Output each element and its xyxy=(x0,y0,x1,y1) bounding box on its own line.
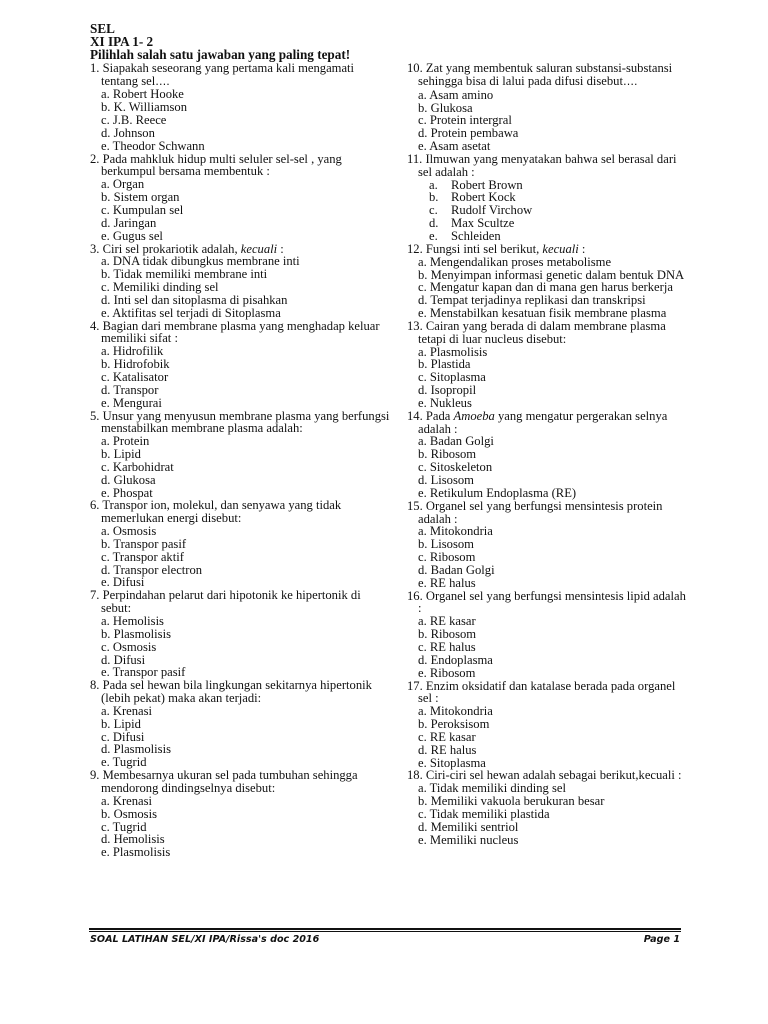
question-16: 16. Organel sel yang berfungsi mensintesis lipid adalah : a. RE kasar b. Ribosom c. RE halus d. Endoplasma e. Ribosom xyxy=(407,590,692,680)
question-4: 4. Bagian dari membrane plasma yang menghadap keluar memiliki sifat : a. Hidrofilik b. Hidrofobik c. Katalisator d. Transpor e. Mengurai xyxy=(90,320,390,410)
page-footer xyxy=(90,934,680,947)
option: a. Protein xyxy=(101,434,150,449)
option: c. Kumpulan sel xyxy=(101,203,184,217)
question-14: 14. Pada Amoeba yang mengatur pergerakan selnya adalah : a. Badan Golgi b. Ribosom c. Sitoskeleton d. Lisosom e. Retikulum Endoplasma (RE) xyxy=(407,410,692,500)
option: d. RE halus xyxy=(418,742,477,757)
option: c. Memiliki dinding sel xyxy=(101,280,219,295)
question-text: Pada sel hewan bila lingkungan sekitarnya hipertonik (lebih pekat) maka akan terjadi: xyxy=(101,678,372,706)
option: a. Osmosis xyxy=(101,524,157,539)
option-text: Max Scultze xyxy=(451,216,515,231)
option xyxy=(407,191,692,204)
option: a. RE kasar xyxy=(418,614,476,629)
option: b. Plastida xyxy=(418,357,471,372)
question-18: 18. Ciri-ciri sel hewan adalah sebagai berikut,kecuali : a. Tidak memiliki dinding sel b. Memiliki vakuola berukuran besar c. Tidak memiliki plastida d. Memiliki sentriol e. Memiliki nucleus xyxy=(407,769,692,846)
option: a. Mitokondria xyxy=(418,704,493,719)
option: b. Sistem organ xyxy=(101,190,180,205)
option-key: e. xyxy=(429,228,438,243)
option: c. Karbohidrat xyxy=(101,459,174,474)
option-key: d. xyxy=(429,216,439,231)
option: d. Transpor electron xyxy=(101,562,203,577)
option: d. Inti sel dan sitoplasma di pisahkan xyxy=(101,292,288,307)
option: a. Hemolisis xyxy=(101,614,164,628)
option: d. Johnson xyxy=(101,125,155,140)
option: d. Endoplasma xyxy=(418,652,493,667)
option: a. Tidak memiliki dinding sel xyxy=(418,781,566,796)
right-column xyxy=(407,62,692,846)
option: c. Sitoskeleton xyxy=(418,460,493,475)
option: a. Krenasi xyxy=(101,793,153,808)
question-text: Zat yang membentuk saluran substansi-substansi sehingga bisa di lalui pada difusi disebut xyxy=(418,61,673,88)
emphasis: Amoeba xyxy=(453,408,495,423)
instruction-text: Pilihlah salah satu jawaban yang paling tepat! xyxy=(90,46,351,62)
option: b. Hidrofobik xyxy=(101,357,170,372)
option: c. Sitoplasma xyxy=(418,370,486,385)
option: b. Glukosa xyxy=(418,100,473,115)
option xyxy=(407,179,692,192)
option: a. Hidrofilik xyxy=(101,344,164,359)
option: a. Robert Hooke xyxy=(101,87,184,102)
question-text: Enzim oksidatif dan katalase berada pada organel sel : xyxy=(418,678,676,706)
option: c. Osmosis xyxy=(101,639,157,654)
option: d. Isopropil xyxy=(418,383,477,398)
option: e. Retikulum Endoplasma (RE) xyxy=(418,485,577,500)
question-text: Ilmuwan yang menyatakan bahwa sel berasal dari sel adalah : xyxy=(418,151,677,179)
question-text: yang mengatur pergerakan selnya adalah : xyxy=(418,408,668,436)
option: b. Peroksisom xyxy=(418,717,490,732)
option: b. K. Williamson xyxy=(101,100,188,115)
document-title: SEL xyxy=(90,21,115,36)
option xyxy=(407,217,692,230)
question-15: 15. Organel sel yang berfungsi mensintesis protein adalah : a. Mitokondria b. Lisosom c. Ribosom d. Badan Golgi e. RE halus xyxy=(407,500,692,590)
option: b. Menyimpan informasi genetic dalam bentuk DNA xyxy=(418,267,685,282)
option-key: b. xyxy=(429,190,439,205)
option: b. Plasmolisis xyxy=(101,626,171,641)
question-text: Membesarnya ukuran sel pada tumbuhan sehingga mendorong dindingselnya disebut: xyxy=(101,768,358,795)
question-text: Unsur yang menyusun membrane plasma yang berfungsi menstabilkan membrane plasma adalah: xyxy=(101,408,390,436)
question-8: 8. Pada sel hewan bila lingkungan sekitarnya hipertonik (lebih pekat) maka akan terjadi: a. Krenasi b. Lipid c. Difusi d. Plasmolisis e. Tugrid xyxy=(90,679,390,769)
option: d. Protein pembawa xyxy=(418,126,519,141)
option: c. Tidak memiliki plastida xyxy=(418,806,550,821)
question-text: Bagian dari membrane plasma yang menghadap keluar memiliki sifat : xyxy=(101,318,380,346)
ellipsis: …. xyxy=(155,74,170,88)
option: e. Difusi xyxy=(101,575,145,590)
option: e. Gugus sel xyxy=(101,228,163,243)
question-1: 1. Siapakah seseorang yang pertama kali mengamati tentang sel…. a. Robert Hooke b. K. Williamson c. J.B. Reece d. Johnson e. Theodor Schwann xyxy=(90,62,390,153)
option: c. Protein intergral xyxy=(418,113,512,128)
option: b. Memiliki vakuola berukuran besar xyxy=(418,794,605,809)
option: d. Hemolisis xyxy=(101,832,165,847)
option: a. Mengendalikan proses metabolisme xyxy=(418,254,612,269)
option: a. Mitokondria xyxy=(418,524,493,539)
option: e. Tugrid xyxy=(101,755,147,770)
option: e. Theodor Schwann xyxy=(101,138,205,153)
option: d. Badan Golgi xyxy=(418,562,495,577)
question-text: Perpindahan pelarut dari hipotonik ke hipertonik di sebut: xyxy=(101,588,361,616)
question-7: 7. Perpindahan pelarut dari hipotonik ke hipertonik di sebut: a. Hemolisis b. Plasmolisis c. Osmosis d. Difusi e. Transpor pasif xyxy=(90,589,390,679)
question-text: Siapakah seseorang yang pertama kali mengamati tentang sel xyxy=(101,60,355,88)
option: e. Nukleus xyxy=(418,395,472,410)
option-key: a. xyxy=(429,177,438,192)
option xyxy=(407,204,692,217)
question-text: Ciri sel prokariotik adalah, xyxy=(102,241,241,256)
question-text: Pada mahkluk hidup multi seluler sel-sel , yang berkumpul bersama membentuk : xyxy=(101,151,342,179)
option: e. Phospat xyxy=(101,485,153,500)
emphasis: kecuali xyxy=(542,241,579,256)
footer-divider-thin xyxy=(89,931,681,932)
question-text: Transpor ion, molekul, dan senyawa yang tidak memerlukan energi disebut: xyxy=(101,498,342,526)
option: a. DNA tidak dibungkus membrane inti xyxy=(101,254,300,269)
option: b. Transpor pasif xyxy=(101,536,187,551)
option: a. Plasmolisis xyxy=(418,344,488,359)
option-key: c. xyxy=(429,203,438,218)
question-text: Ciri-ciri sel hewan adalah sebagai berikut,kecuali : xyxy=(425,768,682,783)
left-column xyxy=(90,23,390,859)
emphasis: kecuali xyxy=(240,241,278,256)
option: c. J.B. Reece xyxy=(101,113,167,128)
option: e. Transpor pasif xyxy=(101,665,186,680)
option-text: Rudolf Virchow xyxy=(451,203,533,218)
option: e. Memiliki nucleus xyxy=(418,832,519,847)
option: a. Krenasi xyxy=(101,703,153,718)
question-text: Cairan yang berada di dalam membrane plasma tetapi di luar nucleus disebut: xyxy=(418,318,666,346)
option: d. Glukosa xyxy=(101,472,156,487)
option: a. Asam amino xyxy=(418,87,494,102)
option: c. Mengatur kapan dan di mana gen harus berkerja xyxy=(418,280,673,295)
question-11: 11. Ilmuwan yang menyatakan bahwa sel berasal dari sel adalah : a. Robert Brown b. Robert Kock c. Rudolf Virchow d. Max Scultze e. Schleiden xyxy=(407,153,692,243)
option: c. Transpor aktif xyxy=(101,549,184,564)
option: a. Badan Golgi xyxy=(418,434,494,449)
option: c. RE halus xyxy=(418,639,476,654)
question-3: 3. Ciri sel prokariotik adalah, kecuali : a. DNA tidak dibungkus membrane inti b. Tidak memiliki membrane inti c. Memiliki dinding sel d. Inti sel dan sitoplasma di pisahkan e. Aktifitas sel terjadi di Sitoplasma xyxy=(90,243,390,320)
question-9: 9. Membesarnya ukuran sel pada tumbuhan sehingga mendorong dindingselnya disebut: a. Krenasi b. Osmosis c. Tugrid d. Hemolisis e. Plasmolisis xyxy=(90,769,390,859)
option: e. Asam asetat xyxy=(418,139,491,154)
page-number: Page 1 xyxy=(643,934,680,945)
option: c. Katalisator xyxy=(101,369,169,384)
option: b. Ribosom xyxy=(418,447,477,462)
option: d. Jaringan xyxy=(101,215,157,230)
option: b. Osmosis xyxy=(101,806,157,821)
option: a. Organ xyxy=(101,177,145,192)
option: b. Lipid xyxy=(101,716,141,731)
option-text: Robert Brown xyxy=(451,177,523,192)
option: e. RE halus xyxy=(418,575,476,590)
option: d. Difusi xyxy=(101,652,146,667)
option-text: Robert Kock xyxy=(451,190,516,205)
question-17: 17. Enzim oksidatif dan katalase berada pada organel sel : a. Mitokondria b. Peroksisom c. RE kasar d. RE halus e. Sitoplasma xyxy=(407,680,692,770)
question-text: Organel sel yang berfungsi mensintesis protein adalah : xyxy=(418,498,663,526)
question-text: Organel sel yang berfungsi mensintesis lipid adalah : xyxy=(418,588,686,616)
question-10: 10. Zat yang membentuk saluran substansi-substansi sehingga bisa di lalui pada difusi disebut…. a. Asam amino b. Glukosa c. Protein intergral d. Protein pembawa e. Asam asetat xyxy=(407,62,692,153)
option: e. Sitoplasma xyxy=(418,755,486,770)
option: e. Aktifitas sel terjadi di Sitoplasma xyxy=(101,305,281,320)
option: e. Plasmolisis xyxy=(101,845,171,860)
option-text: Schleiden xyxy=(451,228,501,243)
option: b. Lipid xyxy=(101,447,141,462)
option: d. Transpor xyxy=(101,382,159,397)
option: b. Lisosom xyxy=(418,537,474,552)
option: b. Tidak memiliki membrane inti xyxy=(101,267,268,282)
option: c. RE kasar xyxy=(418,729,476,744)
class-name: XI IPA 1- 2 xyxy=(90,33,154,49)
option: e. Menstabilkan kesatuan fisik membrane plasma xyxy=(418,306,667,321)
question-6: 6. Transpor ion, molekul, dan senyawa yang tidak memerlukan energi disebut: a. Osmosis b. Transpor pasif c. Transpor aktif d. Transpor electron e. Difusi xyxy=(90,499,390,589)
option: d. Tempat terjadinya replikasi dan transkripsi xyxy=(418,293,646,308)
option: c. Difusi xyxy=(101,729,145,744)
option: b. Ribosom xyxy=(418,627,477,642)
question-12: 12. Fungsi inti sel berikut, kecuali : a. Mengendalikan proses metabolisme b. Menyimpan informasi genetic dalam bentuk DNA c. Mengatur kapan dan di mana gen harus berkerja d. Tempat terjadinya replikasi dan transkripsi e. Menstabilkan kesatuan fisik membrane plasma xyxy=(407,243,692,320)
option: e. Ribosom xyxy=(418,665,476,680)
question-2: 2. Pada mahkluk hidup multi seluler sel-sel , yang berkumpul bersama membentuk : a. Organ b. Sistem organ c. Kumpulan sel d. Jaringan e. Gugus sel xyxy=(90,153,390,243)
option: e. Mengurai xyxy=(101,395,162,410)
question-text: Fungsi inti sel berikut, xyxy=(425,241,543,256)
option: c. Tugrid xyxy=(101,819,147,834)
option: c. Ribosom xyxy=(418,550,476,565)
option: d. Memiliki sentriol xyxy=(418,819,519,834)
ellipsis: …. xyxy=(622,74,638,88)
question-5: 5. Unsur yang menyusun membrane plasma yang berfungsi menstabilkan membrane plasma adalah: a. Protein b. Lipid c. Karbohidrat d. Glukosa e. Phospat xyxy=(90,408,390,500)
option: d. Plasmolisis xyxy=(101,742,171,757)
footer-doc-label: SOAL LATIHAN SEL/XI IPA/Rissa's doc 2016 xyxy=(90,934,320,945)
question-13: 13. Cairan yang berada di dalam membrane plasma tetapi di luar nucleus disebut: a. Plasmolisis b. Plastida c. Sitoplasma d. Isopropil e. Nukleus xyxy=(407,320,692,410)
option: d. Lisosom xyxy=(418,473,474,487)
footer-divider xyxy=(89,928,681,930)
